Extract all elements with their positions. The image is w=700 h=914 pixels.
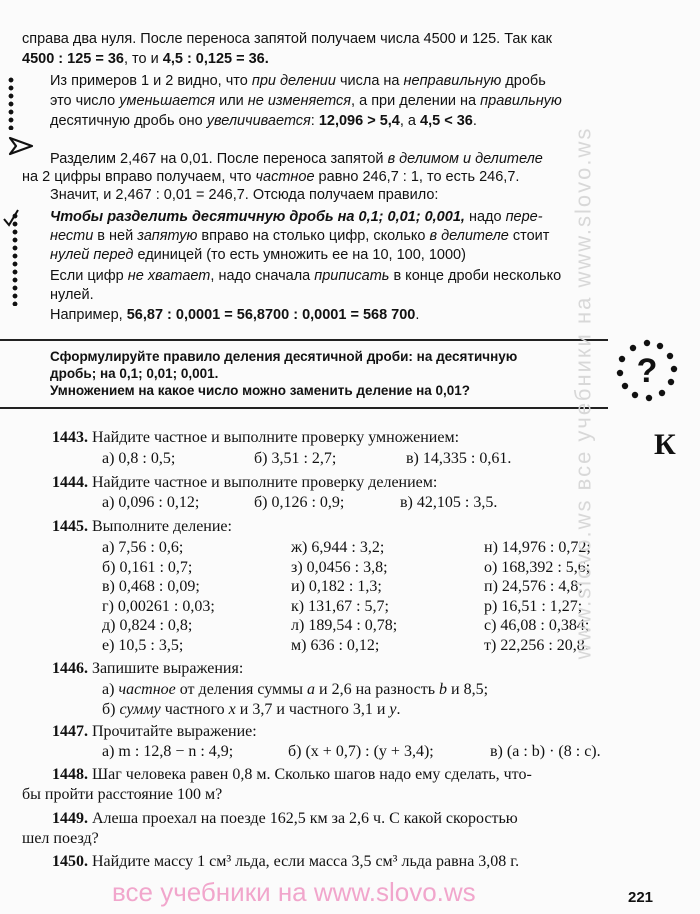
text: увеличивается <box>206 113 311 129</box>
pointer-arrow-icon <box>8 136 34 156</box>
exercise-1449 <box>52 809 518 829</box>
text: в конце дроби несколько <box>389 268 562 284</box>
text: сумму <box>119 701 161 718</box>
text: дробь <box>501 73 546 89</box>
column-2 <box>291 538 397 655</box>
text: надо <box>464 209 506 225</box>
exercise-item: к) 131,67 : 5,7; <box>291 597 389 615</box>
text: или <box>215 93 248 109</box>
exercise-item: о) 168,392 : 5,6; <box>484 558 591 576</box>
exercise-number: 1446. <box>52 660 88 677</box>
text: частное <box>118 681 176 698</box>
exercise-item: п) 24,576 : 4,8; <box>484 578 583 595</box>
text-line <box>50 72 546 92</box>
text: неправильную <box>403 73 502 89</box>
exercise-item: б) 0,126 : 0,9; <box>254 494 345 511</box>
rule-text <box>50 286 94 306</box>
text: в делимом и делителе <box>387 151 543 167</box>
page-number: 221 <box>628 889 654 906</box>
text: единицей (то есть умножить ее на 10, 100, 1000) <box>133 247 466 263</box>
text: правильную <box>480 93 562 109</box>
exercise-number: 1443. <box>52 429 88 446</box>
text-line <box>22 50 269 70</box>
exercise-item: ж) 6,944 : 3,2; <box>291 539 385 556</box>
text: , а при делении на <box>351 93 481 109</box>
text: Значит, и 2,467 : 0,01 = 246,7. Отсюда получаем правило: <box>50 187 439 203</box>
text: . <box>396 701 401 718</box>
text: вправо на столько цифр, сколько <box>197 228 430 244</box>
text: Умножением на какое число можно заменить деление на 0,01? <box>50 383 471 398</box>
text: нулей. <box>50 287 94 303</box>
paragraph-text: справа два нуля. После переноса запятой получаем числа 4500 и 125. Так как <box>22 31 552 47</box>
text: а) <box>102 681 119 698</box>
exercise-item: а) m : 12,8 − n : 4,9; <box>102 743 234 760</box>
exercise-item: н) 14,976 : 0,72; <box>484 539 591 556</box>
divider-line <box>0 339 608 341</box>
equation: 56,87 : 0,0001 = 56,8700 : 0,0001 = 568 700 <box>126 307 416 323</box>
text: и 8,5; <box>447 681 489 698</box>
exercise-number: 1447. <box>52 723 88 740</box>
review-question <box>50 348 517 399</box>
exercise-text: шел поезд? <box>22 830 99 847</box>
text: a <box>307 681 316 698</box>
text-line <box>50 112 477 132</box>
exercise-1444 <box>52 473 437 493</box>
equation: 4,5 : 0,125 = 36. <box>162 51 269 67</box>
text: и 2,6 на разность <box>315 681 440 698</box>
text: Найдите массу 1 см³ льда, если масса 3,5 см³ льда равна 3,08 г. <box>88 853 520 870</box>
text: Выполните деление: <box>88 518 232 535</box>
question-icon <box>614 338 680 404</box>
equation: 12,096 > 5,4 <box>318 113 400 129</box>
text: приписать <box>314 268 390 284</box>
text: Шаг человека равен 0,8 м. Сколько шагов надо ему сделать, что- <box>88 766 532 783</box>
exercise-item: з) 0,0456 : 3,8; <box>291 558 388 576</box>
exercise-item: б) (x + 0,7) : (y + 3,4); <box>288 743 434 760</box>
exercise-item: и) 0,182 : 1,3; <box>291 578 382 595</box>
exercise-item <box>102 700 401 720</box>
text: в делителе <box>429 228 509 244</box>
text: Найдите частное и выполните проверку умножением: <box>88 429 460 446</box>
dotted-margin-line <box>8 76 14 130</box>
text: не хватает <box>127 268 211 284</box>
text-line <box>50 92 562 112</box>
exercise-text: бы пройти расстояние 100 м? <box>22 786 223 803</box>
text: Прочитайте выражение: <box>88 723 257 740</box>
equation: 4500 : 125 = 36 <box>22 51 124 67</box>
exercise-number: 1444. <box>52 474 88 491</box>
exercise-number: 1449. <box>52 810 88 827</box>
exercise-1448 <box>52 765 532 785</box>
exercise-item: д) 0,824 : 0,8; <box>102 617 193 634</box>
exercise-number: 1450. <box>52 853 88 870</box>
text: Алеша проехал на поезде 162,5 км за 2,6 ч. С какой скоростью <box>88 810 518 827</box>
exercise-item: в) 42,105 : 3,5. <box>400 494 498 511</box>
text: не изменяется <box>247 93 352 109</box>
text: , а <box>399 113 421 129</box>
dotted-margin-line <box>12 212 18 306</box>
text: уменьшается <box>119 93 216 109</box>
text: , надо сначала <box>210 268 315 284</box>
exercise-item: в) 0,468 : 0,09; <box>102 578 200 595</box>
text-line <box>50 186 438 206</box>
exercise-1443 <box>52 428 459 448</box>
text: при делении <box>251 73 336 89</box>
text: b <box>439 681 448 698</box>
exercise-item: в) 14,335 : 0,61. <box>406 450 512 467</box>
bottom-watermark: все учебники на www.slovo.ws <box>112 877 476 907</box>
divider-line <box>0 407 608 409</box>
exercise-number: 1445. <box>52 518 88 535</box>
section-marker-k: К <box>654 428 676 461</box>
text: : <box>310 113 319 129</box>
question-mark-glyph: ? <box>636 352 658 390</box>
text-line <box>22 168 519 188</box>
side-watermark: www.slovo.ws все учебники на www.slovo.ws <box>570 126 596 660</box>
text: . <box>415 307 420 323</box>
text: это число <box>50 93 120 109</box>
text: Чтобы разделить десятичную дробь на 0,1; 0,01; 0,001, <box>50 209 465 225</box>
equation: 4,5 < 36 <box>420 113 473 129</box>
exercise-item: а) 7,56 : 0,6; <box>102 539 184 556</box>
text: частное <box>255 169 315 185</box>
rule-example <box>50 306 419 326</box>
text: x <box>228 701 236 718</box>
text: десятичную дробь оно <box>50 113 207 129</box>
column-1 <box>102 538 215 655</box>
text: Запишите выражения: <box>88 660 244 677</box>
text: числа на <box>335 73 404 89</box>
exercise-item: а) 0,096 : 0,12; <box>102 494 200 511</box>
text: от деления суммы <box>175 681 308 698</box>
text: на 2 цифры вправо получаем, что <box>22 169 256 185</box>
exercise-item: б) 3,51 : 2,7; <box>254 450 337 467</box>
exercise-item: г) 0,00261 : 0,03; <box>102 597 215 615</box>
text: в ней <box>93 228 138 244</box>
text: Если цифр <box>50 268 128 284</box>
exercise-item: б) 0,161 : 0,7; <box>102 558 193 576</box>
text: дробь; на 0,1; 0,01; 0,001. <box>50 366 219 381</box>
text: . <box>472 113 477 129</box>
text: пере- <box>505 209 543 225</box>
text: , то и <box>124 51 163 67</box>
text: запятую <box>137 228 198 244</box>
exercise-item: а) 0,8 : 0,5; <box>102 450 176 467</box>
text: Из примеров 1 и 2 видно, что <box>50 73 252 89</box>
rule-text <box>50 227 549 247</box>
exercise-1447 <box>52 722 257 742</box>
text: и 3,7 и частного 3,1 и <box>235 701 390 718</box>
text-line <box>50 150 543 170</box>
text: Сформулируйте правило деления десятичной дроби: на десятичную <box>50 349 518 364</box>
exercise-number: 1448. <box>52 766 88 783</box>
exercise-item: м) 636 : 0,12; <box>291 636 380 654</box>
text: y <box>389 701 397 718</box>
text: Разделим 2,467 на 0,01. После переноса запятой <box>50 151 388 167</box>
exercise-item: р) 16,51 : 1,27; <box>484 597 583 615</box>
exercise-item: с) 46,08 : 0,384; <box>484 617 590 634</box>
text: частного <box>160 701 229 718</box>
rule-text <box>50 208 543 228</box>
exercise-1450 <box>52 852 519 872</box>
exercise-item: л) 189,54 : 0,78; <box>291 617 398 634</box>
rule-text <box>50 267 561 287</box>
text: стоит <box>508 228 550 244</box>
exercise-1446 <box>52 659 243 679</box>
exercise-item: е) 10,5 : 3,5; <box>102 636 184 654</box>
text: равно 246,7 : 1, то есть 246,7. <box>314 169 520 185</box>
text: Например, <box>50 307 127 323</box>
exercise-item: т) 22,256 : 20,8. <box>484 636 589 654</box>
exercise-1445 <box>52 517 232 537</box>
rule-text <box>50 246 466 266</box>
text: б) <box>102 701 120 718</box>
text-line <box>22 30 552 50</box>
text: Найдите частное и выполните проверку делением: <box>88 474 438 491</box>
exercise-item: в) (a : b) · (8 : c). <box>490 743 601 760</box>
text: нести <box>50 228 94 244</box>
text: нулей перед <box>50 247 134 263</box>
exercise-item <box>102 680 488 700</box>
